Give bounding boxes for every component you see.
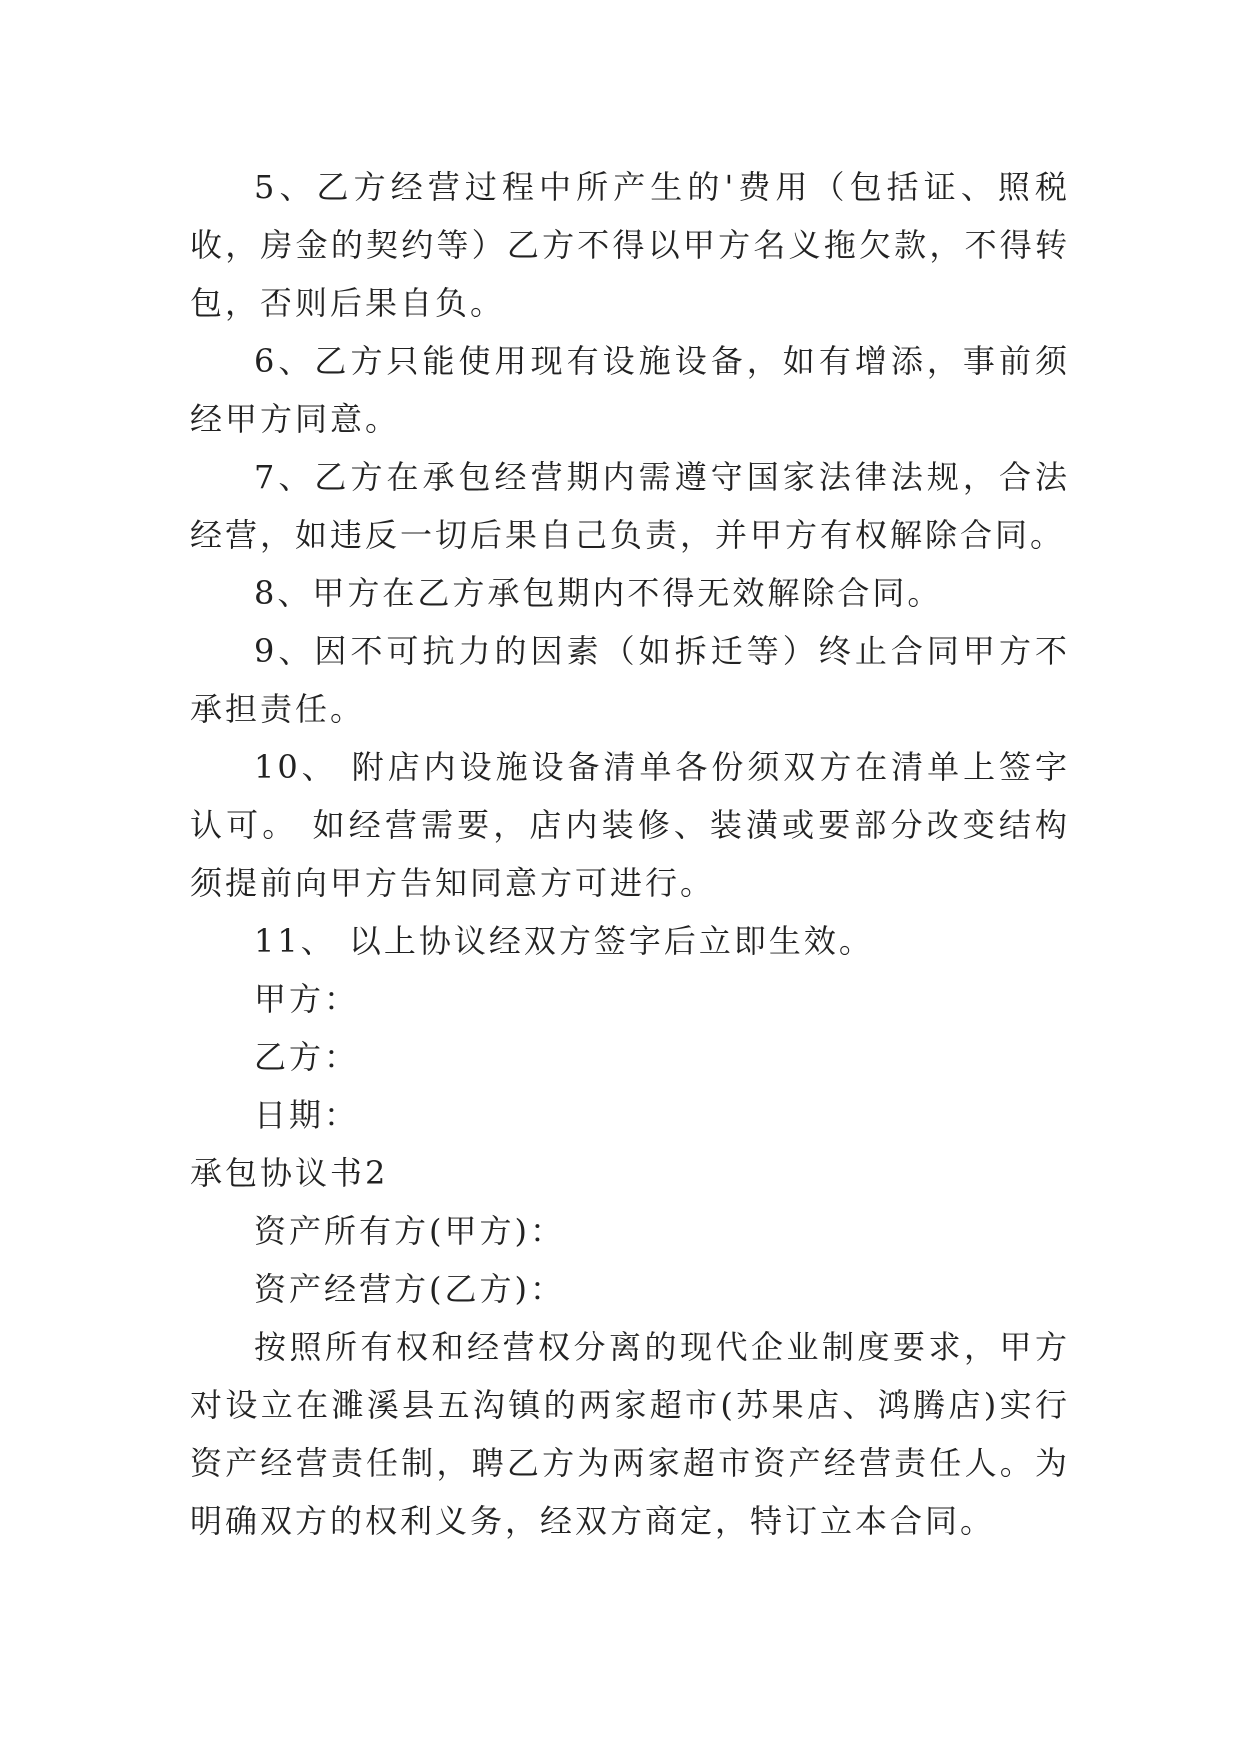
section-title: 承包协议书2 bbox=[190, 1154, 389, 1192]
clause-11: 11、 以上协议经双方签字后立即生效。 bbox=[254, 922, 874, 960]
document-body bbox=[190, 158, 1070, 1550]
signature-date: 日期： bbox=[254, 1096, 360, 1134]
contract-intro: 按照所有权和经营权分离的现代企业制度要求，甲方对设立在濉溪县五沟镇的两家超市(苏果店、鸿腾店)实行资产经营责任制，聘乙方为两家超市资产经营责任人。为明确双方的权利义务，经双方商定，特订立本合同。 bbox=[190, 1328, 1070, 1540]
clause-8: 8、甲方在乙方承包期内不得无效解除合同。 bbox=[254, 574, 943, 612]
asset-owner-line: 资产所有方(甲方)： bbox=[254, 1212, 565, 1250]
clause-7: 7、乙方在承包经营期内需遵守国家法律法规，合法经营，如违反一切后果自己负责，并甲方有权解除合同。 bbox=[190, 458, 1070, 554]
clause-6: 6、乙方只能使用现有设施设备，如有增添，事前须经甲方同意。 bbox=[190, 342, 1070, 438]
asset-operator-line: 资产经营方(乙方)： bbox=[254, 1270, 565, 1308]
clause-9: 9、因不可抗力的因素（如拆迁等）终止合同甲方不承担责任。 bbox=[190, 632, 1070, 728]
clause-10: 10、 附店内设施设备清单各份须双方在清单上签字认可。 如经营需要，店内装修、装潢或要部分改变结构须提前向甲方告知同意方可进行。 bbox=[190, 748, 1070, 902]
clause-5: 5、乙方经营过程中所产生的'费用（包括证、照税收，房金的契约等）乙方不得以甲方名义拖欠款，不得转包，否则后果自负。 bbox=[190, 168, 1070, 322]
signature-party-b: 乙方： bbox=[254, 1038, 360, 1076]
signature-party-a: 甲方： bbox=[254, 980, 360, 1018]
